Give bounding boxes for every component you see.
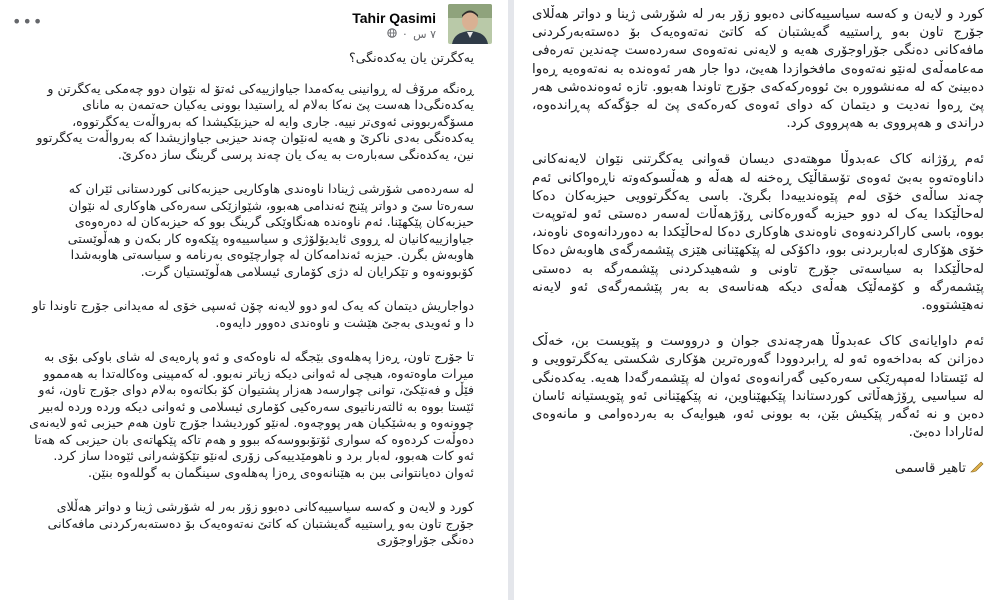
paragraph: ئەم داوایانەی کاک عەبدوڵا هەرچەندی جوان و درووست و پێویست بن، خەڵک دەزانن کە بەداخەوە ئەو لە ڕابردوودا گەورەترین هۆکاری شکستی یەکگرتوویی و لە ئێستادا لەمپەرێکی سەرەکیی گەرانەوەی ئەوان لە پێشمەرگەدا هەیە. یەکدەنگی لە سیاسیی ڕۆژهەڵاتی کوردستاندا پێکبهێناوین، نە پێکهێنانی ئەو پێویستیانە ئاسان دەبن و نە ئەگەر پێکیش بێن، بە بوونی ئەو، هیوایەک بە بەردەوامی و مانەوەی لەئارادا دەبێ. xyxy=(532,334,984,441)
post-body xyxy=(28,50,474,567)
signature-name: تاهیر قاسمی xyxy=(894,461,966,477)
paragraph: تا جۆرج تاون، ڕەزا پەهلەوی بێجگە لە ناوەکەی و ئەو پارەیەی لە شای باوکی بۆی بە میرات ماوەتەوە، هیچی لە ئەوانی دیکە زیاتر نەبوو. لە کەمپینی وەکالەتدا بە هەمموو فێڵ و فەنێکێ، توانی چوارسەد هەزار پشتیوان کۆ بکاتەوە بەلام دوای جۆرج تاون، ئەو ئێستا بووە بە ئالتەرناتیوی سەرەکیی کۆماری ئیسلامی و ئەوانی دیکە وردە وردە لەبیر چوونەوە و بەشێکیان هەر پووچەوە. لەنێو کوردیشدا جۆرج تاون هەم حیزبی ئەو لایەنەی دەوڵەت کردەوە کە سواری ئۆتۆبووسەکە ببوو و هەم تاکە پێکهاتەی بان حیزبی کە هەتا ئەو کات هەبوو، لەبار برد و ناهومێدییەکی زۆری لەنێو تێکۆشەرانی ئێوەدا ساز کرد. ئەوان دەیانتوانی ببن بە هێنانەوەی ڕەزا پەهلەوی سینگمان بە گوللەوە بنێن. xyxy=(29,349,474,480)
paragraph: ئەم ڕۆژانە کاک عەبدوڵا موهتەدی دیسان قەوانی یەکگرتنی نێوان لایەنەکانی داناوەتەوە بەبێ ئەوەی تۆسقاڵێک ڕەخنە لە هەڵە و هەڵسوکەوتە ناڕەواکانی ئەم چەند ساڵەی خۆی لەم پێوەندییەدا بگرێ. باسی یەکگرتوویی حیزبەکان دەکا لەحاڵێکدا یەک لە دوو حیزبە گەورەکانی ڕۆژهەڵات لەسەر دەستی ئەو لەتوپەت بووە، باسی کاراکردنەوەی ناوەندی هاوکاری دەکا لەحاڵێکدا بە دەوردانەوەی ناوەند، خۆی هۆکاری لەباربردنی بوو، داکۆکی لە پێکهێنانی هێزی پێشمەرگەی هاوبەش دەکا لەحاڵێکدا بە سیاسەتی جۆرج تاونی و شەهیدکردنی پێشمەرگە بە دەستی پێشمەرگە و کۆمەڵێک هەڵەی دیکە هەناسەی بە بەر پێشمەرگەی ئەو لایەنە نەهێشتووە. xyxy=(532,152,984,314)
post-meta xyxy=(387,28,436,41)
panel-divider xyxy=(508,0,514,600)
post-header xyxy=(0,0,506,46)
post-continuation xyxy=(532,0,984,600)
signature xyxy=(532,460,984,478)
globe-icon xyxy=(387,28,397,41)
paragraph: کورد و لایەن و کەسە سیاسییەکانی دەبوو زۆر بەر لە شۆرشی ژینا و دواتر هەڵلای جۆرج تاون بەو ڕاستییە گەیشتبان کە کاتێ نەتەوەیەک بۆ دەستەبەرکردنی مافەکانی دەنگی جۆراوجۆری هەیە و لایەنی نەتەوەی سەردەست چەندین تەرەفی مەعامەڵەی لەنێو نەتەوەی مافخوازدا هەیێ، دوا جار هەر ئەوەندە بە نەتەوەیە ڕەوا دەبینێ کە لە مەنشوورە بێ ئووەرکەکەی جۆرج تاوندا هەبوو. تازە ئەوەندەشی هەر پێ ڕەوا نەدیت و دیتمان کە دوای ئەوەی کەرەکەی پێ لە جۆگەکە پەڕاندەوە، دراندی و هەپرووی بە هەپرووی کرد. xyxy=(532,7,984,132)
post-title: یەکگرتن یان یەکدەنگی؟ xyxy=(349,50,474,65)
paragraph: ڕەنگە مرۆڤ لە ڕوانینی یەکەمدا جیاوازییەکی ئەتۆ لە نێوان دوو چەمکی یەکگرتن و یەکدەنگی‌دا هەست پێ نەکا بەلام لە ڕاستیدا بوونی یەکیان حەتمەن بە مانای مسۆگەربوونی ئەوی‌تر نییە. جاری وایە لە حیزبێکیشدا کە بەرواڵەت یەکگرتووە، یەکدەنگی بەدی ناکرێ و هەیە لەنێوان چەند حیزبی جیاوازیشدا کە بەرواڵەت یەکگرتوو نین، یەکدەنگی سەبارەت بە یەک یان چەند پرسی گرینگ ساز دەکرێ. xyxy=(36,80,474,162)
writing-hand-icon xyxy=(970,461,984,473)
paragraph: کورد و لایەن و کەسە سیاسییەکانی دەبوو زۆر بەر لە شۆرشی ژینا و دواتر هەڵلای جۆرج تاون بەو ڕاستییە گەیشتبان کە کاتێ نەتەوەیەک بۆ دەستەبەرکردنی مافەکانی دەنگی جۆراوجۆری xyxy=(47,499,474,547)
avatar[interactable] xyxy=(448,4,492,44)
post-time[interactable]: ٧ س xyxy=(413,28,436,41)
paragraph: دواجاریش دیتمان کە یەک لەو دوو لایەنە چۆن ئەسپی خۆی لە مەیدانی جۆرج تاوندا تاو دا و ئەویدی بەجێ هێشت و ناوەندی دەوور دایەوە. xyxy=(32,298,474,330)
paragraph: لە سەردەمی شۆرشی ژینادا ناوەندی هاوکاریی حیزبەکانی کوردستانی ئێران کە سەرەتا سێ و دواتر پێنج ئەندامی هەبوو، شێوازێکی سەرەکی هاوکاری لە نێوان حیزبەکان پێکهێنا. ئەم ناوەندە هەنگاوێکی گرینگ بوو کە حیزبەکان لە دەرەوەی جیاوازییەکانیان لە ڕووی ئایدیۆلۆژی و سیاسییەوە پێکەوە کار بکەن و هەڵوێستی هاوبەش بگرن. حیزبە ئەندامەکان لە چوارچێوەی بەرنامە و سیاسەتی هاوبەشدا کۆبوونەوە و تێکرایان لە دژی کۆماری ئیسلامی هەڵوێستیان گرت. xyxy=(67,181,474,279)
more-options-icon[interactable]: ••• xyxy=(12,12,44,31)
author-name[interactable]: Tahir Qasimi xyxy=(352,10,436,26)
meta-separator: · xyxy=(403,28,407,41)
